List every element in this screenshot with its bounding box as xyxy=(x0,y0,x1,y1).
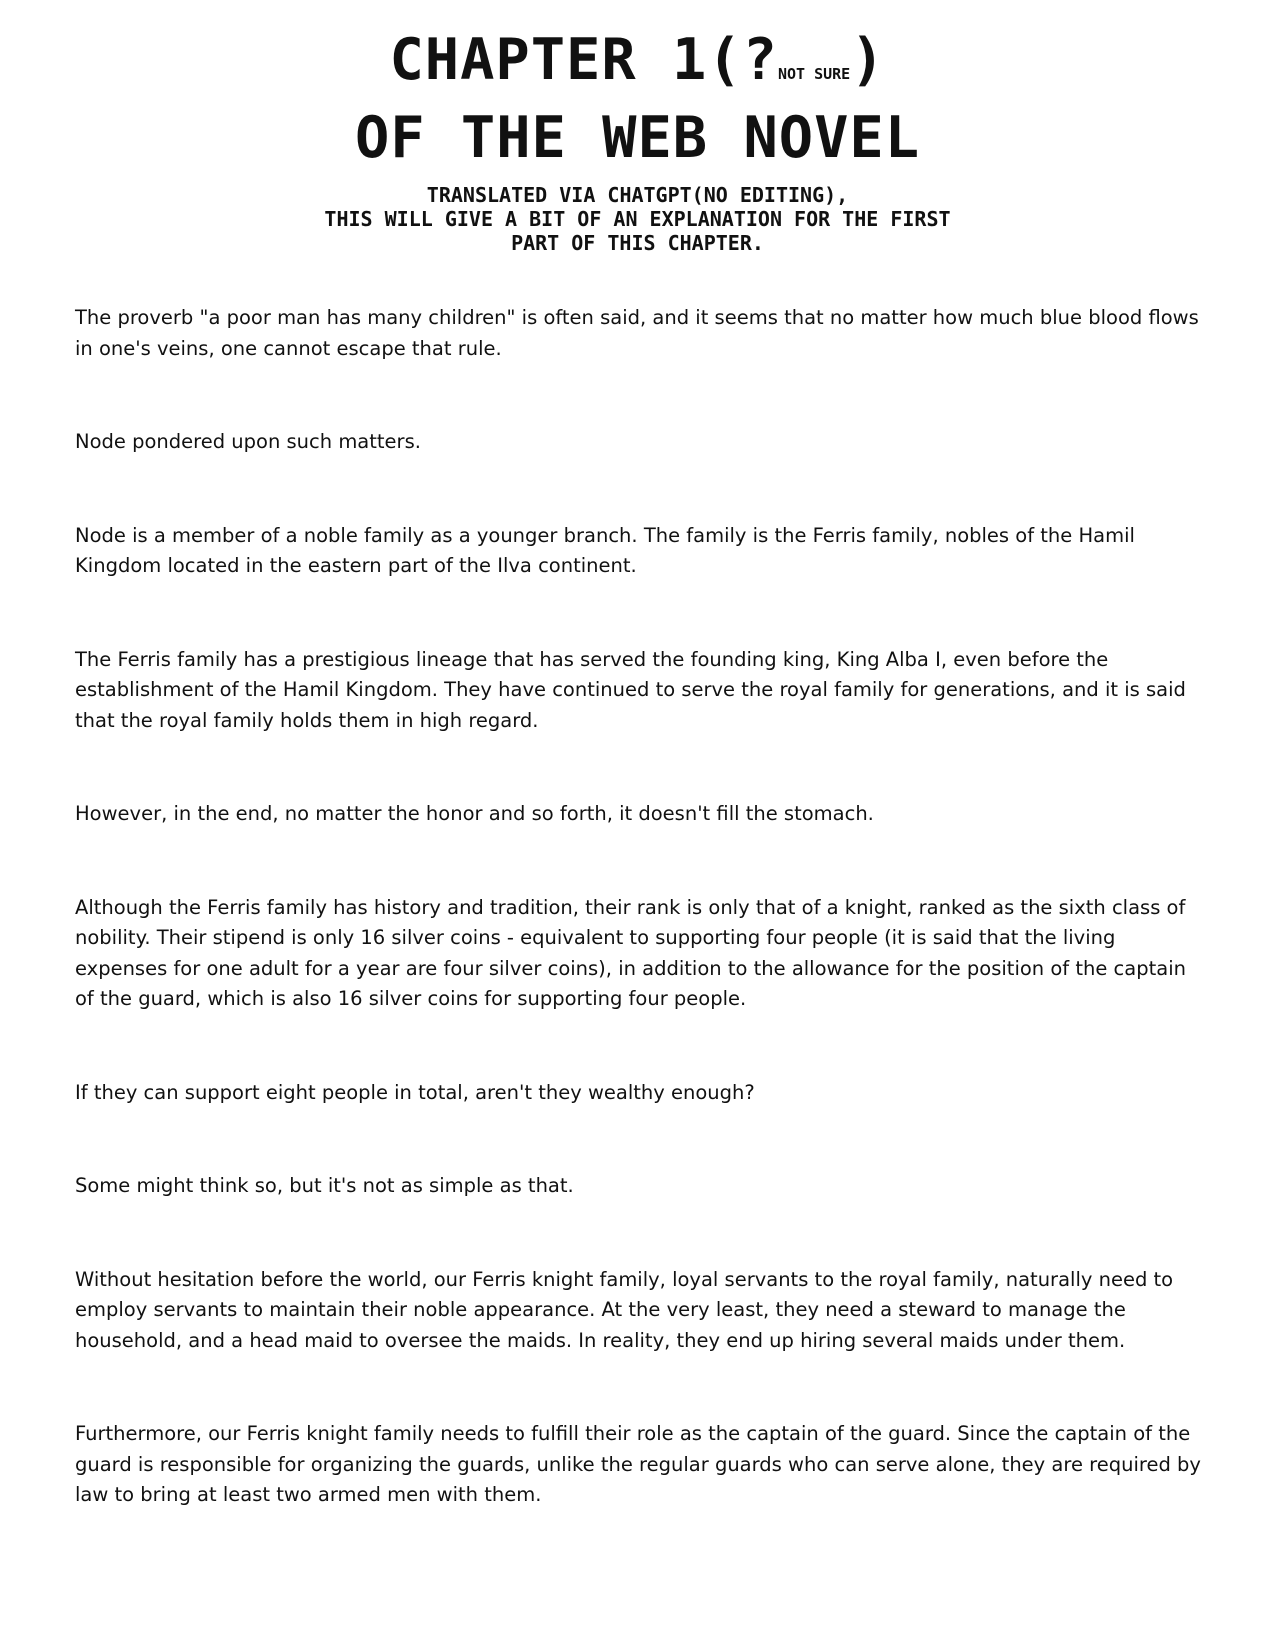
chapter-body xyxy=(75,303,1205,1574)
paragraph: If they can support eight people in total, aren't they wealthy enough? xyxy=(75,1080,755,1104)
subtitle-line: PART OF THIS CHAPTER. xyxy=(511,231,764,255)
paragraph: The proverb "a poor man has many children" is often said, and it seems that no matter how much blue blood flows in one's veins, one cannot escape that rule. xyxy=(75,306,1199,360)
chapter-title xyxy=(0,28,1275,170)
subtitle-line: THIS WILL GIVE A BIT OF AN EXPLANATION FOR THE FIRST xyxy=(324,207,951,231)
paragraph: Without hesitation before the world, our Ferris knight family, loyal servants to the royal family, naturally need to employ servants to maintain their noble appearance. At the very least, they need a steward to manage the household, and a head maid to oversee the maids. In reality, they end up hiring several maids under them. xyxy=(75,1267,1174,1352)
paragraph: Although the Ferris family has history and tradition, their rank is only that of a knight, ranked as the sixth class of nobility. Their stipend is only 16 silver coins - equivalent to supporting four people (it is said that the living expenses for one adult for a year are four silver coins), in addition to the allowance for the position of the captain of the guard, which is also 16 silver coins for supporting four people. xyxy=(75,895,1186,1010)
subtitle-line: TRANSLATED VIA CHATGPT(NO EDITING), xyxy=(426,183,849,207)
paragraph: Node pondered upon such matters. xyxy=(75,430,421,453)
paragraph: Node is a member of a noble family as a younger branch. The family is the Ferris family, nobles of the Hamil Kingdom located in the eastern part of the Ilva continent. xyxy=(75,523,1135,577)
title-line-2: OF THE WEB NOVEL xyxy=(354,105,921,171)
paragraph: The Ferris family has a prestigious lineage that has served the founding king, King Alba I, even before the establishment of the Hamil Kingdom. They have continued to serve the royal family for generations, and it is said that the royal family holds them in high regard. xyxy=(75,647,1186,732)
paragraph: Furthermore, our Ferris knight family needs to fulfill their role as the captain of the guard. Since the captain of the guard is responsible for organizing the guards, unlike the regular guards who can serve alone, they are required by law to bring at least two armed men with them. xyxy=(75,1422,1201,1506)
title-note: NOT SURE xyxy=(777,65,851,83)
title-main: CHAPTER 1(? xyxy=(389,27,778,93)
translation-note xyxy=(0,183,1275,255)
paragraph: Some might think so, but it's not as simple as that. xyxy=(75,1174,574,1197)
title-line-1 xyxy=(0,28,1275,106)
paragraph: However, in the end, no matter the honor and so forth, it doesn't fill the stomach. xyxy=(75,802,874,825)
title-close: ) xyxy=(850,27,886,93)
